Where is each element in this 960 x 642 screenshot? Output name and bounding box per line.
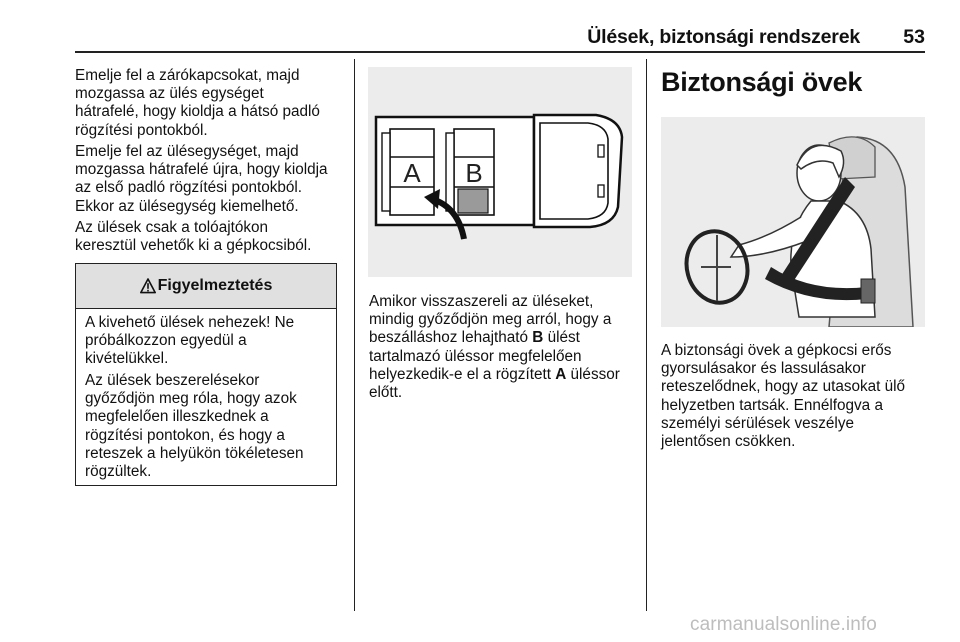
warning-triangle-icon <box>140 278 156 294</box>
warning-paragraph-2 <box>85 372 304 481</box>
text-line: beszálláshoz lehajtható <box>369 329 533 347</box>
seat-label-a: A <box>403 158 421 188</box>
text-line: ülést <box>543 329 580 347</box>
text-line: Az ülések csak a tolóajtókon <box>75 219 269 236</box>
seat-ref-b: B <box>532 329 544 347</box>
seat-layout-figure <box>368 67 632 277</box>
column-divider-left <box>354 59 355 611</box>
text-line: Emelje fel az ülésegységet, majd <box>75 143 299 160</box>
text-line: az első padló rögzítési pontokból. <box>75 179 303 197</box>
text-line: Ekkor az ülésegység kiemelhető. <box>75 197 299 215</box>
text-line: rögzítési pontokból. <box>75 121 208 139</box>
text-line: hátrafelé, hogy kioldja a hátsó padló <box>75 103 320 121</box>
left-paragraph-2 <box>75 143 328 216</box>
warning-title: Figyelmeztetés <box>157 277 273 294</box>
text-line: helyzetben tartsák. Ennélfogva a <box>661 396 883 414</box>
seat-ref-a: A <box>555 365 567 383</box>
text-line: győződjön meg róla, hogy azok <box>85 390 297 408</box>
text-line: üléssor <box>566 365 620 383</box>
text-line: előtt. <box>369 384 403 402</box>
seatbelt-illustration <box>661 117 925 327</box>
left-paragraph-1 <box>75 67 320 140</box>
text-line: A kivehető ülések nehezek! Ne <box>85 314 295 331</box>
text-line: gyorsulásakor és lassulásakor <box>661 360 866 378</box>
warning-box <box>75 263 337 486</box>
text-line: A biztonsági övek a gépkocsi erős <box>661 342 892 359</box>
header-divider <box>75 51 925 53</box>
text-line: Az ülések beszerelésekor <box>85 372 260 389</box>
watermark: carmanualsonline.info <box>690 614 877 635</box>
figure-caption <box>369 293 620 402</box>
text-line: megfelelően illeszkednek a <box>85 408 269 426</box>
text-line: rögzítési pontokon, és hogy a <box>85 426 285 444</box>
text-line: keresztül vehetők ki a gépkocsiból. <box>75 237 312 255</box>
page-header-title: Ülések, biztonsági rendszerek <box>587 26 860 48</box>
text-line: reteszek a helyükön tökéletesen <box>85 444 304 462</box>
seat-layout-diagram <box>368 67 632 277</box>
seat-label-b: B <box>465 158 483 188</box>
text-line: Emelje fel a zárókapcsokat, majd <box>75 67 300 84</box>
text-line: rögzültek. <box>85 463 152 481</box>
text-line: tartalmazó üléssor megfelelően <box>369 347 582 365</box>
text-line: reteszelődnek, hogy az utasokat ülő <box>661 378 906 396</box>
warning-paragraph-1 <box>85 314 294 369</box>
seatbelt-figure <box>661 117 925 327</box>
text-line: mozgassa az ülés egységet <box>75 85 264 103</box>
warning-header <box>76 264 336 309</box>
left-paragraph-3 <box>75 219 311 255</box>
seatbelt-paragraph <box>661 342 905 451</box>
text-line: Amikor visszaszereli az üléseket, <box>369 293 594 310</box>
text-line: mozgassa hátrafelé újra, hogy kioldja <box>75 161 328 179</box>
page-number: 53 <box>903 26 925 48</box>
text-line: személyi sérülések veszélye <box>661 414 854 432</box>
column-divider-right <box>646 59 647 611</box>
section-heading: Biztonsági övek <box>661 67 863 97</box>
text-line: jelentősen csökken. <box>661 433 796 451</box>
text-line: mindig győződjön meg arról, hogy a <box>369 311 612 329</box>
text-line: kivételükkel. <box>85 350 169 368</box>
text-line: próbálkozzon egyedül a <box>85 332 247 350</box>
text-line: helyezkedik-e el a rögzített <box>369 365 556 383</box>
